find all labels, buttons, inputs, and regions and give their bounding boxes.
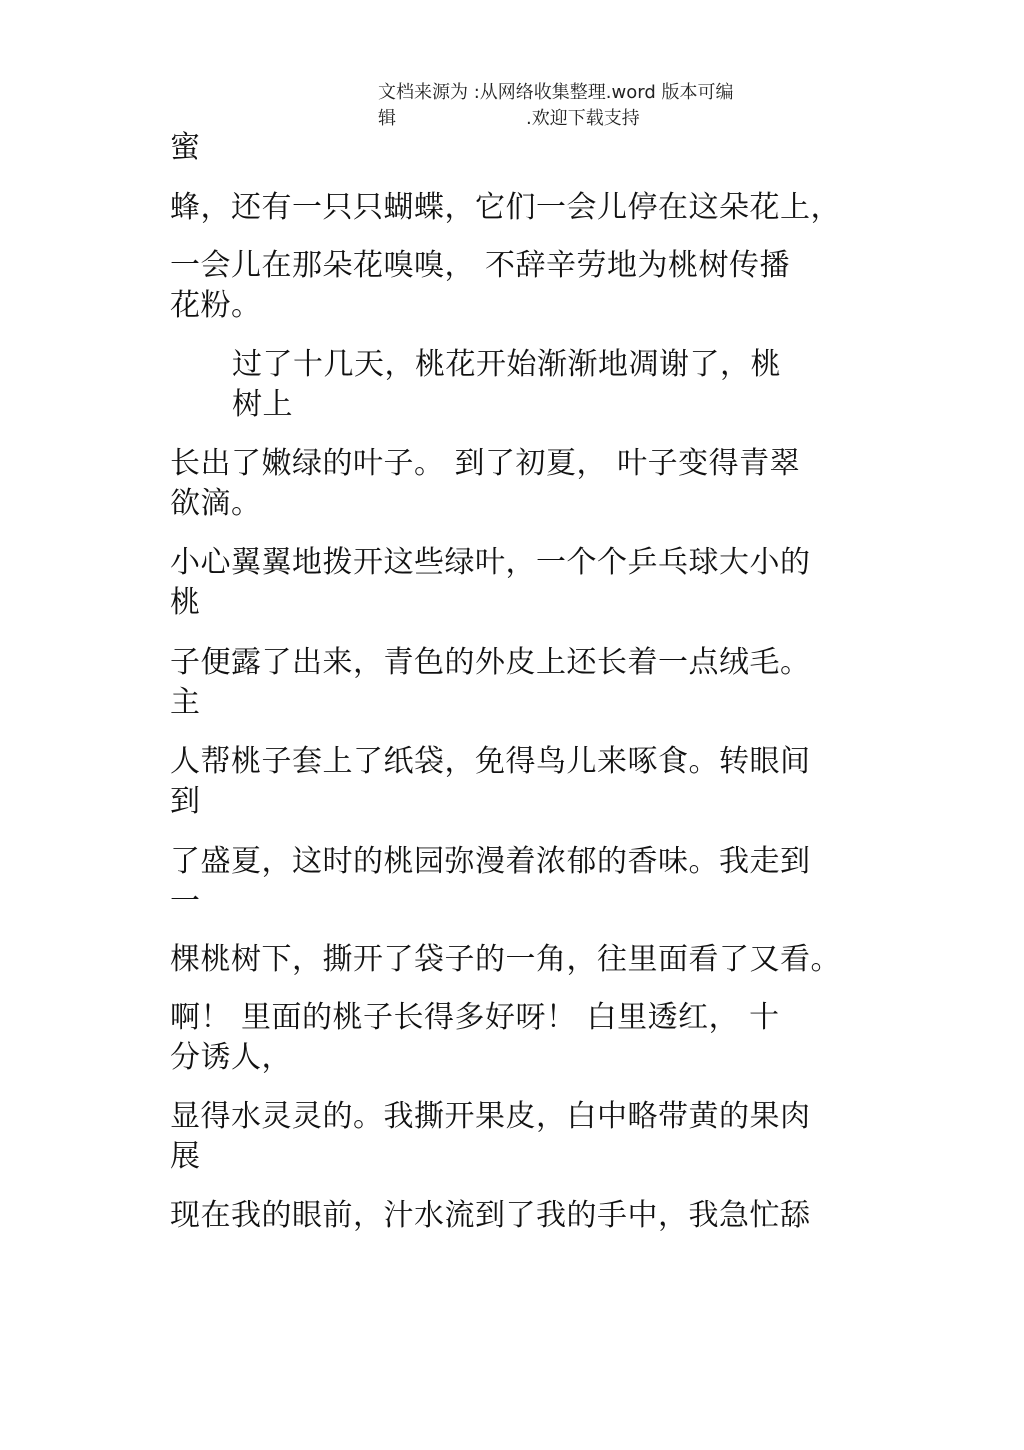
- header-line-2-right: .欢迎下载支持: [526, 108, 640, 129]
- body-line-9-continuation: 一: [170, 884, 201, 919]
- body-line-8-text: 人帮桃子套上了纸袋，免得鸟儿来啄食。转眼间: [170, 744, 811, 779]
- body-line-12-continuation: 展: [170, 1139, 201, 1174]
- body-line-2: [170, 188, 841, 228]
- body-line-5-text: 长出了嫩绿的叶子。 到了初夏， 叶子变得青翠: [170, 446, 801, 481]
- body-line-2-text: 蜂，还有一只只蝴蝶，它们一会儿停在这朵花上，: [170, 190, 841, 225]
- body-line-6-continuation: 桃: [170, 585, 201, 620]
- header-line-1: 文档来源为 :从网络收集整理.word 版本可编: [378, 82, 734, 103]
- body-line-5: [170, 444, 800, 524]
- body-line-6-text: 小心翼翼地拨开这些绿叶，一个个乒乓球大小的: [170, 545, 811, 580]
- body-line-11-text: 啊！ 里面的桃子长得多好呀！ 白里透红， 十: [170, 1000, 780, 1035]
- body-line-13-text: 现在我的眼前，汁水流到了我的手中，我急忙舔: [170, 1198, 811, 1233]
- body-line-8: [170, 742, 811, 822]
- body-line-11: [170, 998, 780, 1078]
- header-line-2-left: 辑: [378, 108, 396, 129]
- body-line-4: [232, 345, 781, 425]
- body-line-12: [170, 1097, 811, 1177]
- body-line-9-text: 了盛夏，这时的桃园弥漫着浓郁的香味。我走到: [170, 844, 811, 879]
- body-line-10-text: 棵桃树下，撕开了袋子的一角，往里面看了又看。: [170, 942, 841, 977]
- body-line-7-text: 子便露了出来，青色的外皮上还长着一点绒毛。: [170, 645, 811, 680]
- body-line-11-continuation: 分诱人，: [170, 1040, 292, 1075]
- body-line-8-continuation: 到: [170, 784, 201, 819]
- body-line-3: [170, 246, 790, 326]
- body-line-7-continuation: 主: [170, 685, 201, 720]
- body-line-1-text: 蜜: [170, 130, 201, 165]
- body-line-3-continuation: 花粉。: [170, 288, 262, 323]
- body-line-3-text: 一会儿在那朵花嗅嗅， 不辞辛劳地为桃树传播: [170, 248, 791, 283]
- body-line-7: [170, 643, 811, 723]
- document-header: [378, 80, 758, 132]
- body-line-12-text: 显得水灵灵的。我撕开果皮，白中略带黄的果肉: [170, 1099, 811, 1134]
- body-line-1: [170, 128, 201, 168]
- body-line-9: [170, 842, 811, 922]
- body-line-13: [170, 1196, 811, 1236]
- header-line-2: [378, 106, 758, 132]
- body-line-6: [170, 543, 811, 623]
- body-line-5-continuation: 欲滴。: [170, 486, 262, 521]
- body-line-10: [170, 940, 841, 980]
- body-line-4-continuation: 树上: [232, 387, 293, 422]
- body-line-4-text: 过了十几天，桃花开始渐渐地凋谢了，桃: [232, 347, 781, 382]
